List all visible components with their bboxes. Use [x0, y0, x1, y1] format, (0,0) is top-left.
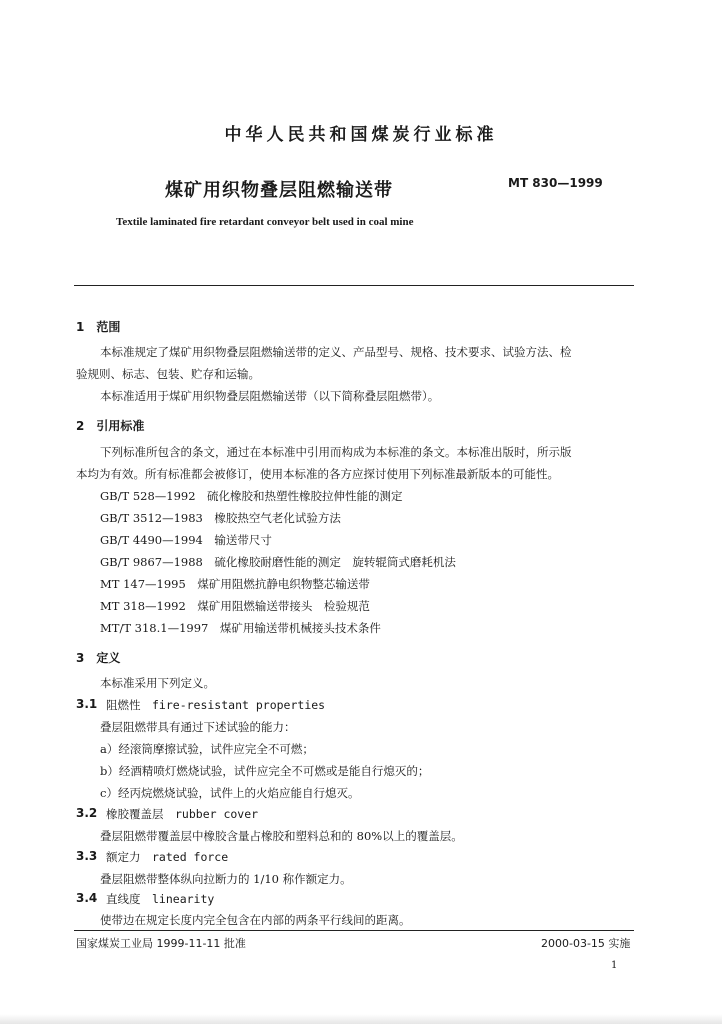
definition-3-3-description: 叠层阻燃带整体纵向拉断力的 1/10 称作额定力。	[100, 872, 352, 886]
document-title: 煤矿用织物叠层阻燃输送带	[165, 180, 393, 201]
reference-item: GB/T 9867—1988 硫化橡胶耐磨性能的测定 旋转辊筒式磨耗机法	[100, 555, 456, 569]
definition-3-3-number: 3.3	[76, 849, 98, 863]
section-1-heading: 1 范围	[76, 320, 121, 334]
reference-item: GB/T 4490—1994 输送带尺寸	[100, 533, 272, 547]
definition-3-1-number: 3.1	[76, 697, 98, 711]
scan-edge	[0, 1014, 722, 1024]
section-1-paragraph-line2: 验规则、标志、包装、贮存和运输。	[76, 367, 260, 381]
definition-3-4-number: 3.4	[76, 891, 98, 905]
reference-item: MT 318—1992 煤矿用阻燃输送带接头 检验规范	[100, 599, 370, 613]
definition-3-2-term: 橡胶覆盖层 rubber cover	[106, 807, 259, 821]
standard-code: MT 830—1999	[508, 176, 603, 190]
section-1-paragraph-line1: 本标准规定了煤矿用织物叠层阻燃输送带的定义、产品型号、规格、技术要求、试验方法、检	[100, 345, 572, 359]
reference-item: MT 147—1995 煤矿用阻燃抗静电织物整芯输送带	[100, 577, 370, 591]
definition-3-1-item-b: b）经酒精喷灯燃烧试验，试件应完全不可燃或是能自行熄灭的；	[100, 764, 430, 778]
definition-3-3-term: 额定力 rated force	[106, 850, 229, 864]
definition-3-1-term: 阻燃性 fire-resistant properties	[106, 698, 326, 712]
section-3-intro: 本标准采用下列定义。	[100, 676, 215, 690]
english-title: Textile laminated fire retardant conveyor belt used in coal mine	[116, 216, 414, 228]
reference-item: GB/T 528—1992 硫化橡胶和热塑性橡胶拉伸性能的测定	[100, 489, 403, 503]
definition-3-4-term: 直线度 linearity	[106, 892, 215, 906]
section-2-paragraph-line2: 本均为有效。所有标准都会被修订，使用本标准的各方应探讨使用下列标准最新版本的可能性。	[76, 467, 559, 481]
definition-3-1-item-a: a）经滚筒摩擦试验，试件应完全不可燃；	[100, 742, 314, 756]
section-2-heading: 2 引用标准	[76, 419, 145, 433]
definition-3-2-description: 叠层阻燃带覆盖层中橡胶含量占橡胶和塑料总和的 80%以上的覆盖层。	[100, 829, 463, 843]
document-header: 中华人民共和国煤炭行业标准	[224, 125, 498, 145]
reference-item: MT/T 318.1—1997 煤矿用输送带机械接头技术条件	[100, 621, 381, 635]
header-divider	[74, 285, 634, 286]
reference-item: GB/T 3512—1983 橡胶热空气老化试验方法	[100, 511, 341, 525]
definition-3-1-description: 叠层阻燃带具有通过下述试验的能力：	[100, 720, 296, 734]
implementation-date: 2000-03-15 实施	[541, 937, 631, 950]
section-2-paragraph-line1: 下列标准所包含的条文，通过在本标准中引用而构成为本标准的条文。本标准出版时，所示版	[100, 445, 572, 459]
section-3-heading: 3 定义	[76, 651, 121, 665]
footer-divider	[74, 930, 634, 931]
definition-3-4-description: 使带边在规定长度内完全包含在内部的两条平行线间的距离。	[100, 913, 411, 927]
approval-line: 国家煤炭工业局 1999-11-11 批准	[76, 937, 246, 950]
section-1-paragraph-2: 本标准适用于煤矿用织物叠层阻燃输送带（以下简称叠层阻燃带）。	[100, 389, 440, 403]
definition-3-2-number: 3.2	[76, 806, 98, 820]
page-number: 1	[611, 960, 618, 971]
definition-3-1-item-c: c）经丙烷燃烧试验，试件上的火焰应能自行熄灭。	[100, 786, 360, 800]
